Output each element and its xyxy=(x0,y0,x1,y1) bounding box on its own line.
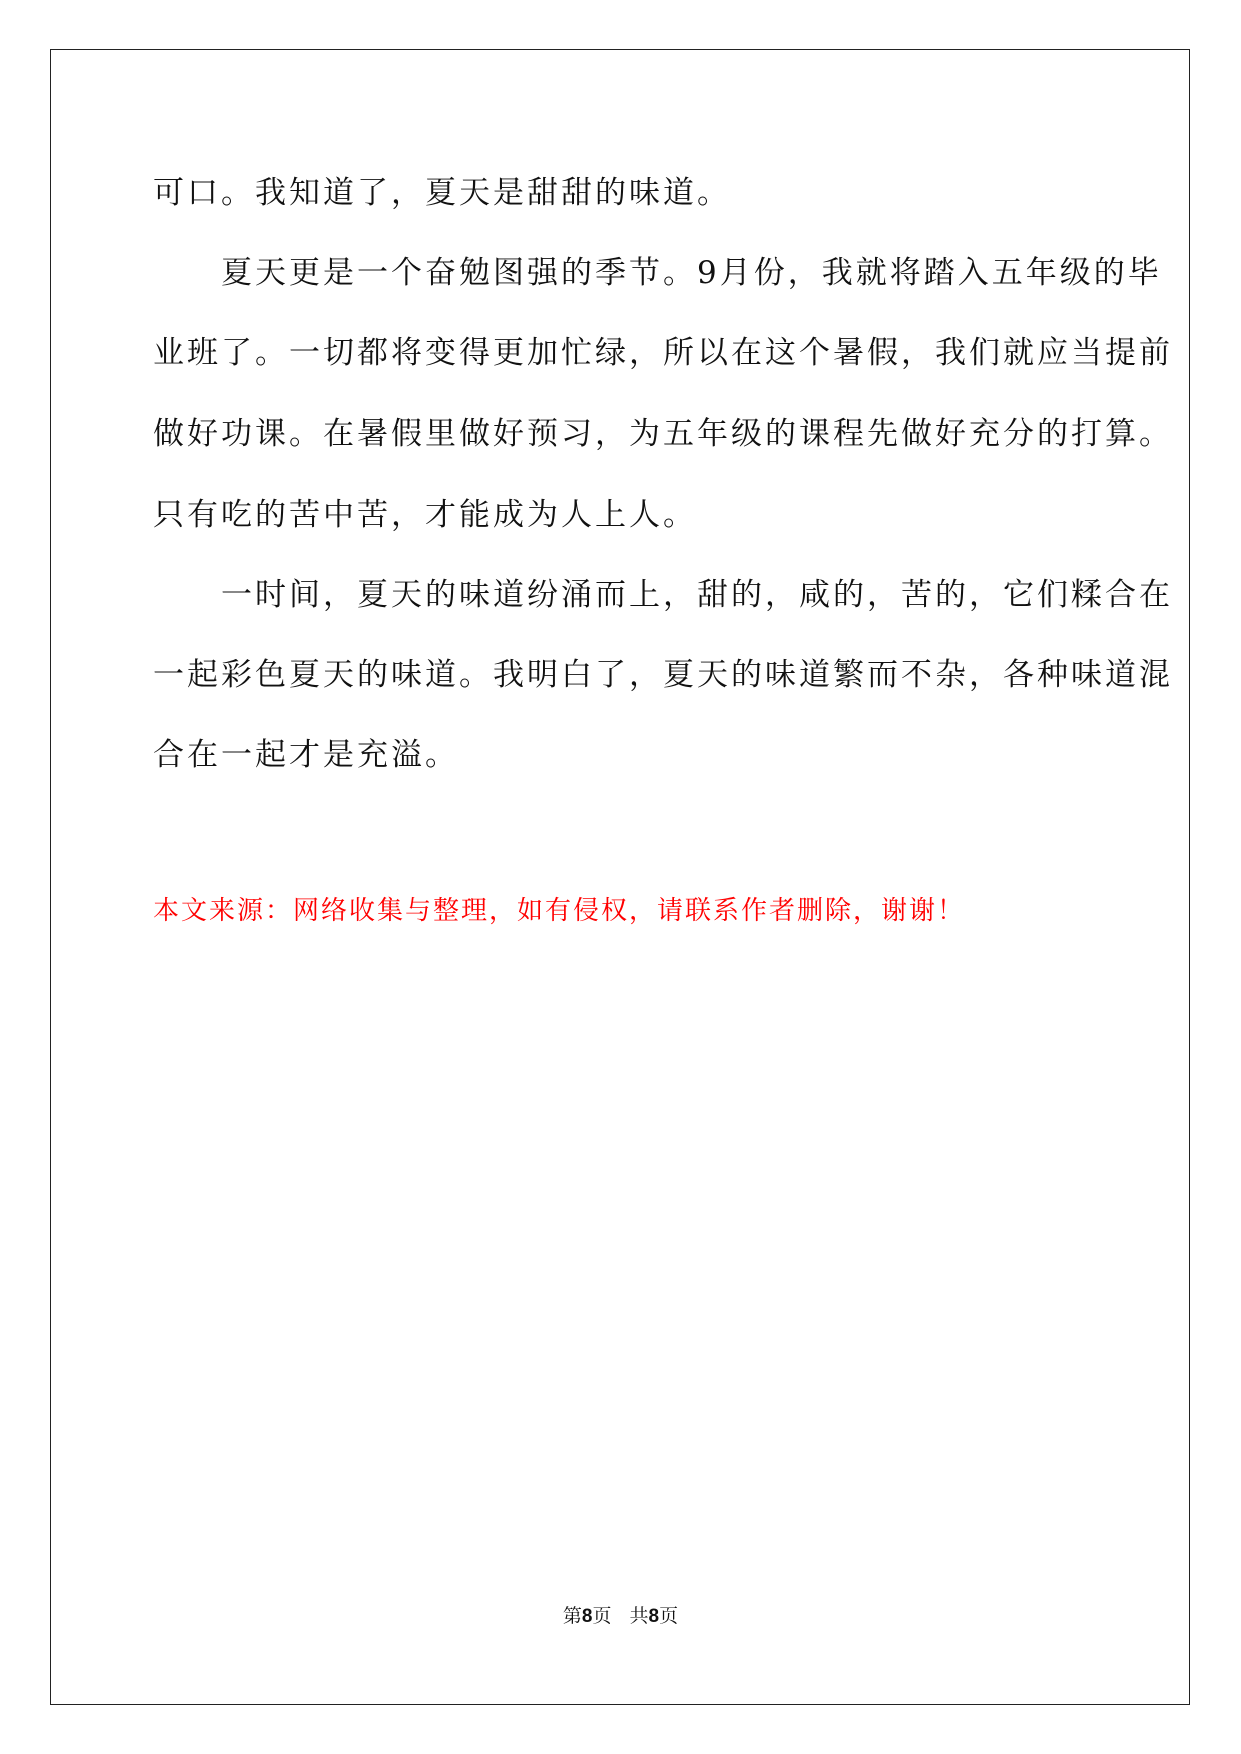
body-line-2: 夏天更是一个奋勉图强的季节。9月份，我就将踏入五年级的毕 xyxy=(153,255,1162,291)
body-line-1: 可口。我知道了，夏天是甜甜的味道。 xyxy=(153,175,731,211)
footer-total-suffix: 页 xyxy=(659,1605,679,1627)
body-line-8: 合在一起才是充溢。 xyxy=(153,737,459,773)
page-border xyxy=(50,49,1190,1705)
body-line-4: 做好功课。在暑假里做好预习，为五年级的课程先做好充分的打算。 xyxy=(153,416,1173,452)
footer-total-prefix: 共 xyxy=(629,1605,649,1627)
body-line-5: 只有吃的苦中苦，才能成为人上人。 xyxy=(153,497,697,533)
footer-page-total: 8 xyxy=(648,1606,660,1627)
footer-page-prefix: 第 xyxy=(562,1605,582,1627)
body-line-7: 一起彩色夏天的味道。我明白了，夏天的味道繁而不杂，各种味道混 xyxy=(153,657,1173,693)
source-note: 本文来源：网络收集与整理，如有侵权，请联系作者删除，谢谢！ xyxy=(153,896,966,926)
page-footer xyxy=(0,1604,1241,1629)
body-line-3: 业班了。一切都将变得更加忙绿，所以在这个暑假，我们就应当提前 xyxy=(153,335,1173,371)
footer-page-current: 8 xyxy=(581,1606,593,1627)
footer-page-suffix: 页 xyxy=(592,1605,612,1627)
body-line-6: 一时间，夏天的味道纷涌而上，甜的，咸的，苦的，它们糅合在 xyxy=(153,577,1173,613)
